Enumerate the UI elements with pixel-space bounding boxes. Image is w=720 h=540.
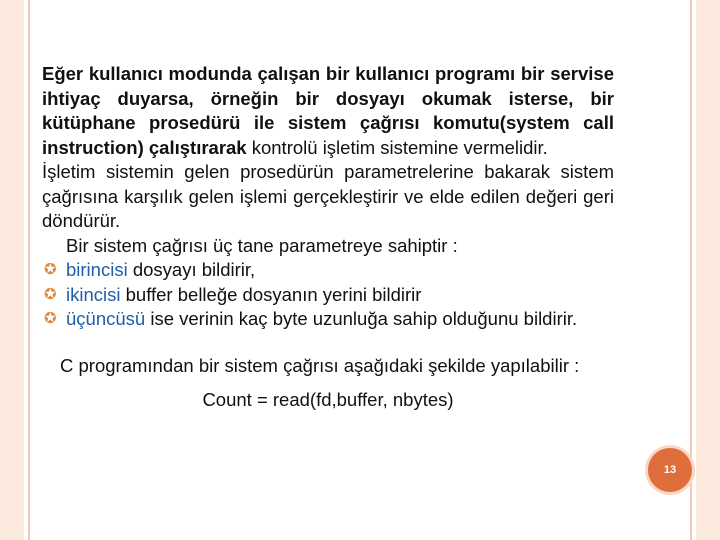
bullet-icon: ✪ [44,310,57,327]
left-decor-stripe [0,0,24,540]
bullet-item-3 [42,307,614,332]
bullet-text: buffer belleğe dosyanın yerini bildirir [120,283,422,305]
bullet-text: ise verinin kaç byte uzunluğa sahip olduğunu bildirir. [145,308,578,329]
bullet-item-1 [42,258,614,283]
right-decor-stripe [696,0,720,540]
left-decor-line [28,0,30,540]
bullet-highlight: ikincisi [66,283,121,305]
bullet-highlight: birincisi [66,259,128,280]
right-decor-line [690,0,692,540]
code-line: Count = read(fd,buffer, nbytes) [202,389,454,410]
paragraph-4: C programından bir sistem çağrısı aşağıdaki şekilde yapılabilir : [60,354,580,376]
spacer [42,332,614,354]
bullet-icon: ✪ [44,261,57,278]
bullet-text: dosyayı bildirir, [127,259,256,280]
bullet-highlight: üçüncüsü [66,308,146,329]
paragraph-2: İşletim sistemin gelen prosedürün parametrelerine bakarak sistem çağrısına karşılık gelen işlemi gerçekleştirir ve elde edilen değeri geri döndürür. [42,161,614,231]
bullet-icon: ✪ [44,285,57,303]
paragraph-1-rest: kontrolü işletim sistemine vermelidir. [246,136,548,158]
slide-content [42,62,614,431]
paragraph-1-bold: Eğer kullanıcı modunda çalışan bir kullanıcı programı bir servise ihtiyaç duyarsa, örneğin bir dosyayı okumak isterse, bir kütüphane prosedürü ile sistem çağrısı komutu(system call instruction) çalıştırarak [42,63,614,158]
paragraph-3: Bir sistem çağrısı üç tane parametreye sahiptir : [66,234,458,256]
bullet-item-2 [42,283,614,308]
slide-number-badge: 13 [648,448,692,492]
paragraph-1 [42,62,614,160]
